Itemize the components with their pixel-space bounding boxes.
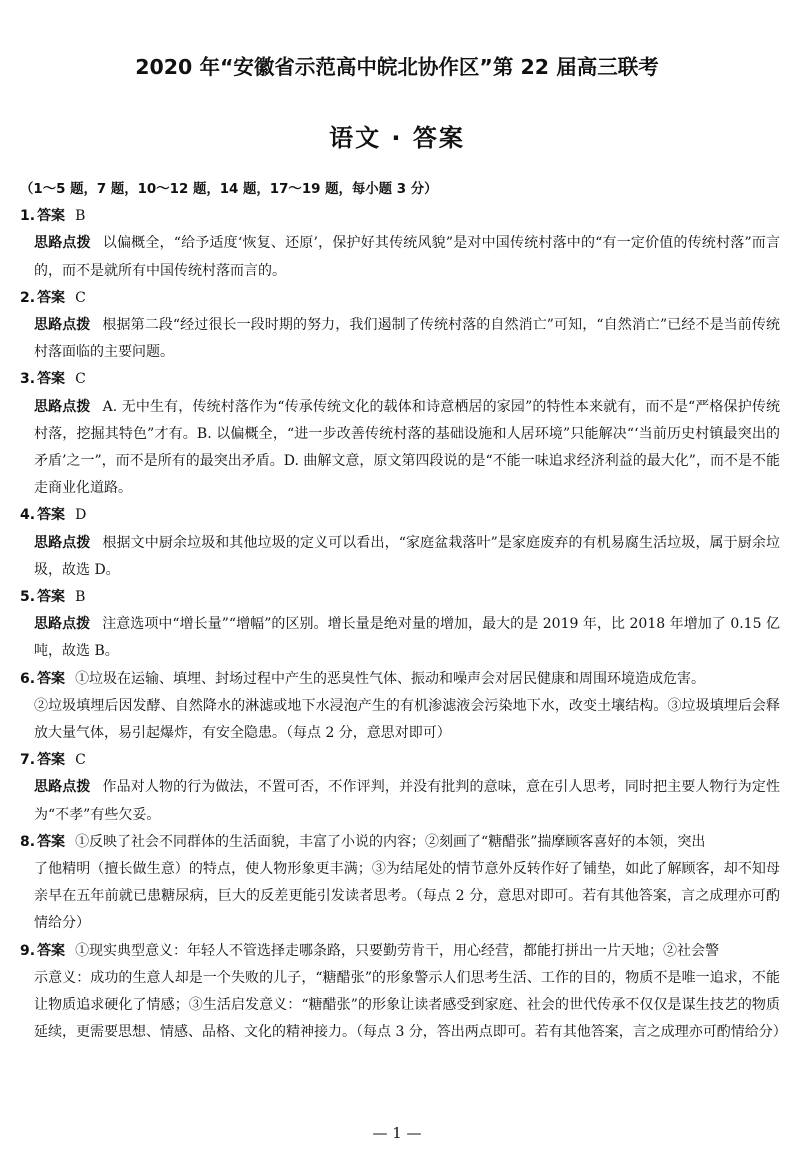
answer-text: C bbox=[75, 752, 86, 769]
analysis-paragraph bbox=[34, 611, 780, 665]
analysis-label: 思路点拨 bbox=[34, 779, 91, 796]
question-number: 4. bbox=[20, 507, 36, 524]
scoring-note: （1～5 题，7 题，10～12 题，14 题，17～19 题，每小题 3 分） bbox=[20, 182, 438, 197]
analysis-paragraph bbox=[34, 230, 780, 284]
question-3 bbox=[20, 366, 780, 502]
question-5 bbox=[20, 584, 780, 666]
answer-text: D bbox=[75, 507, 87, 524]
analysis-text: A. 无中生有，传统村落作为“传承传统文化的载体和诗意栖居的家园”的特性本来就有，而不是“严格保护传统村落，挖掘其特色”才有。B. 以偏概全，“进一步改善传统村落的基础设施和人居环境”只能解决“‘当前历史村镇最突出的矛盾’之一”，而不是所有的最突出矛盾。D. 曲解文意，原文第四段说的是“不能一味追求经济利益的最大化”，而不是不能走商业化道路。 bbox=[34, 398, 780, 497]
answer-text: C bbox=[75, 371, 86, 388]
analysis-label: 思路点拨 bbox=[34, 616, 91, 633]
question-6 bbox=[20, 666, 780, 748]
analysis-text: 以偏概全，“给予适度‘恢复、还原’，保护好其传统风貌”是对中国传统村落中的“有一定价值的传统村落”而言的，而不是就所有中国传统村落而言的。 bbox=[34, 235, 781, 279]
answer-continuation: 示意义：成功的生意人却是一个失败的儿子，“糖醋张”的形象警示人们思考生活、工作的目的，物质不是唯一追求，不能让物质追求硬化了情感；③生活启发意义：“糖醋张”的形象让读者感受到家庭、社会的世代传承不仅仅是谋生技艺的物质延续，更需要思想、情感、品格、文化的精神接力。（每点 3 分，答出两点即可。若有其他答案，言之成理亦可酌情给分） bbox=[34, 969, 787, 1041]
answer-line bbox=[20, 203, 780, 230]
question-number: 1. bbox=[20, 208, 36, 225]
page-number: — 1 — bbox=[372, 1124, 422, 1142]
question-number: 8. bbox=[20, 833, 36, 850]
analysis-paragraph bbox=[34, 530, 780, 584]
answer-text: ①反映了社会不同群体的生活面貌，丰富了小说的内容；②刻画了“糖醋张”揣摩顾客喜好的本领，突出 bbox=[75, 833, 706, 850]
question-number: 7. bbox=[20, 752, 36, 769]
analysis-paragraph bbox=[34, 394, 780, 503]
analysis-paragraph bbox=[34, 774, 780, 828]
answer-line bbox=[20, 938, 780, 965]
question-number: 6. bbox=[20, 670, 36, 687]
question-4 bbox=[20, 502, 780, 584]
page-title: 2020 年“安徽省示范高中皖北协作区”第 22 届高三联考 bbox=[135, 55, 659, 79]
analysis-label: 思路点拨 bbox=[34, 317, 91, 334]
answer-label: 答案 bbox=[37, 942, 66, 959]
question-8 bbox=[20, 829, 780, 938]
answer-text: B bbox=[75, 208, 86, 225]
question-7 bbox=[20, 747, 780, 829]
answer-label: 答案 bbox=[37, 208, 66, 225]
answer-label: 答案 bbox=[37, 507, 66, 524]
answer-line bbox=[20, 584, 780, 611]
question-1 bbox=[20, 203, 780, 285]
answer-line bbox=[20, 366, 780, 393]
answer-label: 答案 bbox=[37, 670, 66, 687]
question-number: 5. bbox=[20, 589, 36, 606]
analysis-label: 思路点拨 bbox=[34, 235, 91, 252]
answer-label: 答案 bbox=[37, 589, 66, 606]
question-2 bbox=[20, 285, 780, 367]
answers-body bbox=[20, 176, 787, 1047]
answer-continuation: 了他精明（擅长做生意）的特点，使人物形象更丰满；③为结尾处的情节意外反转作好了铺垫，如此了解顾客，却不知母亲早在五年前就已患糖尿病，巨大的反差更能引发读者思考。（每点 2 分，意思对即可。若有其他答案，言之成理亦可酌情给分） bbox=[34, 861, 780, 932]
analysis-text: 作品对人物的行为做法，不置可否，不作评判，并没有批判的意味，意在引人思考，同时把主要人物行为定性为“不孝”有些欠妥。 bbox=[34, 779, 781, 823]
question-9 bbox=[20, 938, 787, 1047]
analysis-paragraph bbox=[34, 312, 780, 366]
answer-text: ①垃圾在运输、填埋、封场过程中产生的恶臭性气体、振动和噪声会对居民健康和周围环境造成危害。 bbox=[75, 670, 706, 687]
question-number: 2. bbox=[20, 289, 36, 306]
answer-label: 答案 bbox=[37, 289, 66, 306]
answer-text: B bbox=[75, 589, 86, 606]
answer-line bbox=[20, 829, 780, 856]
analysis-text: 根据第二段“经过很长一段时期的努力，我们遏制了传统村落的自然消亡”可知，“自然消亡”已经不是当前传统村落面临的主要问题。 bbox=[34, 317, 780, 361]
page-subtitle: 语文 · 答案 bbox=[329, 124, 465, 152]
analysis-label: 思路点拨 bbox=[34, 534, 91, 551]
answer-line bbox=[20, 285, 780, 312]
answer-label: 答案 bbox=[37, 752, 66, 769]
answer-line bbox=[20, 502, 780, 529]
answer-label: 答案 bbox=[37, 833, 66, 850]
question-number: 3. bbox=[20, 371, 36, 388]
analysis-text: 注意选项中“增长量”“增幅”的区别。增长量是绝对量的增加，最大的是 2019 年，比 2018 年增加了 0.15 亿吨，故选 B。 bbox=[34, 616, 780, 660]
question-number: 9. bbox=[20, 942, 36, 959]
analysis-text: 根据文中厨余垃圾和其他垃圾的定义可以看出，“家庭盆栽落叶”是家庭废弃的有机易腐生活垃圾，属于厨余垃圾，故选 D。 bbox=[34, 534, 780, 578]
answer-text: ①现实典型意义：年轻人不管选择走哪条路，只要勤劳肯干，用心经营，都能打拼出一片天地；②社会警 bbox=[75, 942, 720, 959]
answer-text: C bbox=[75, 289, 86, 306]
answer-continuation: ②垃圾填埋后因发酵、自然降水的淋滤或地下水浸泡产生的有机渗滤液会污染地下水，改变土壤结构。③垃圾填埋后会释放大量气体，易引起爆炸，有安全隐患。（每点 2 分，意思对即可） bbox=[34, 697, 780, 742]
answer-line bbox=[20, 666, 780, 693]
analysis-label: 思路点拨 bbox=[34, 398, 91, 415]
answer-label: 答案 bbox=[37, 371, 66, 388]
answer-line bbox=[20, 747, 780, 774]
